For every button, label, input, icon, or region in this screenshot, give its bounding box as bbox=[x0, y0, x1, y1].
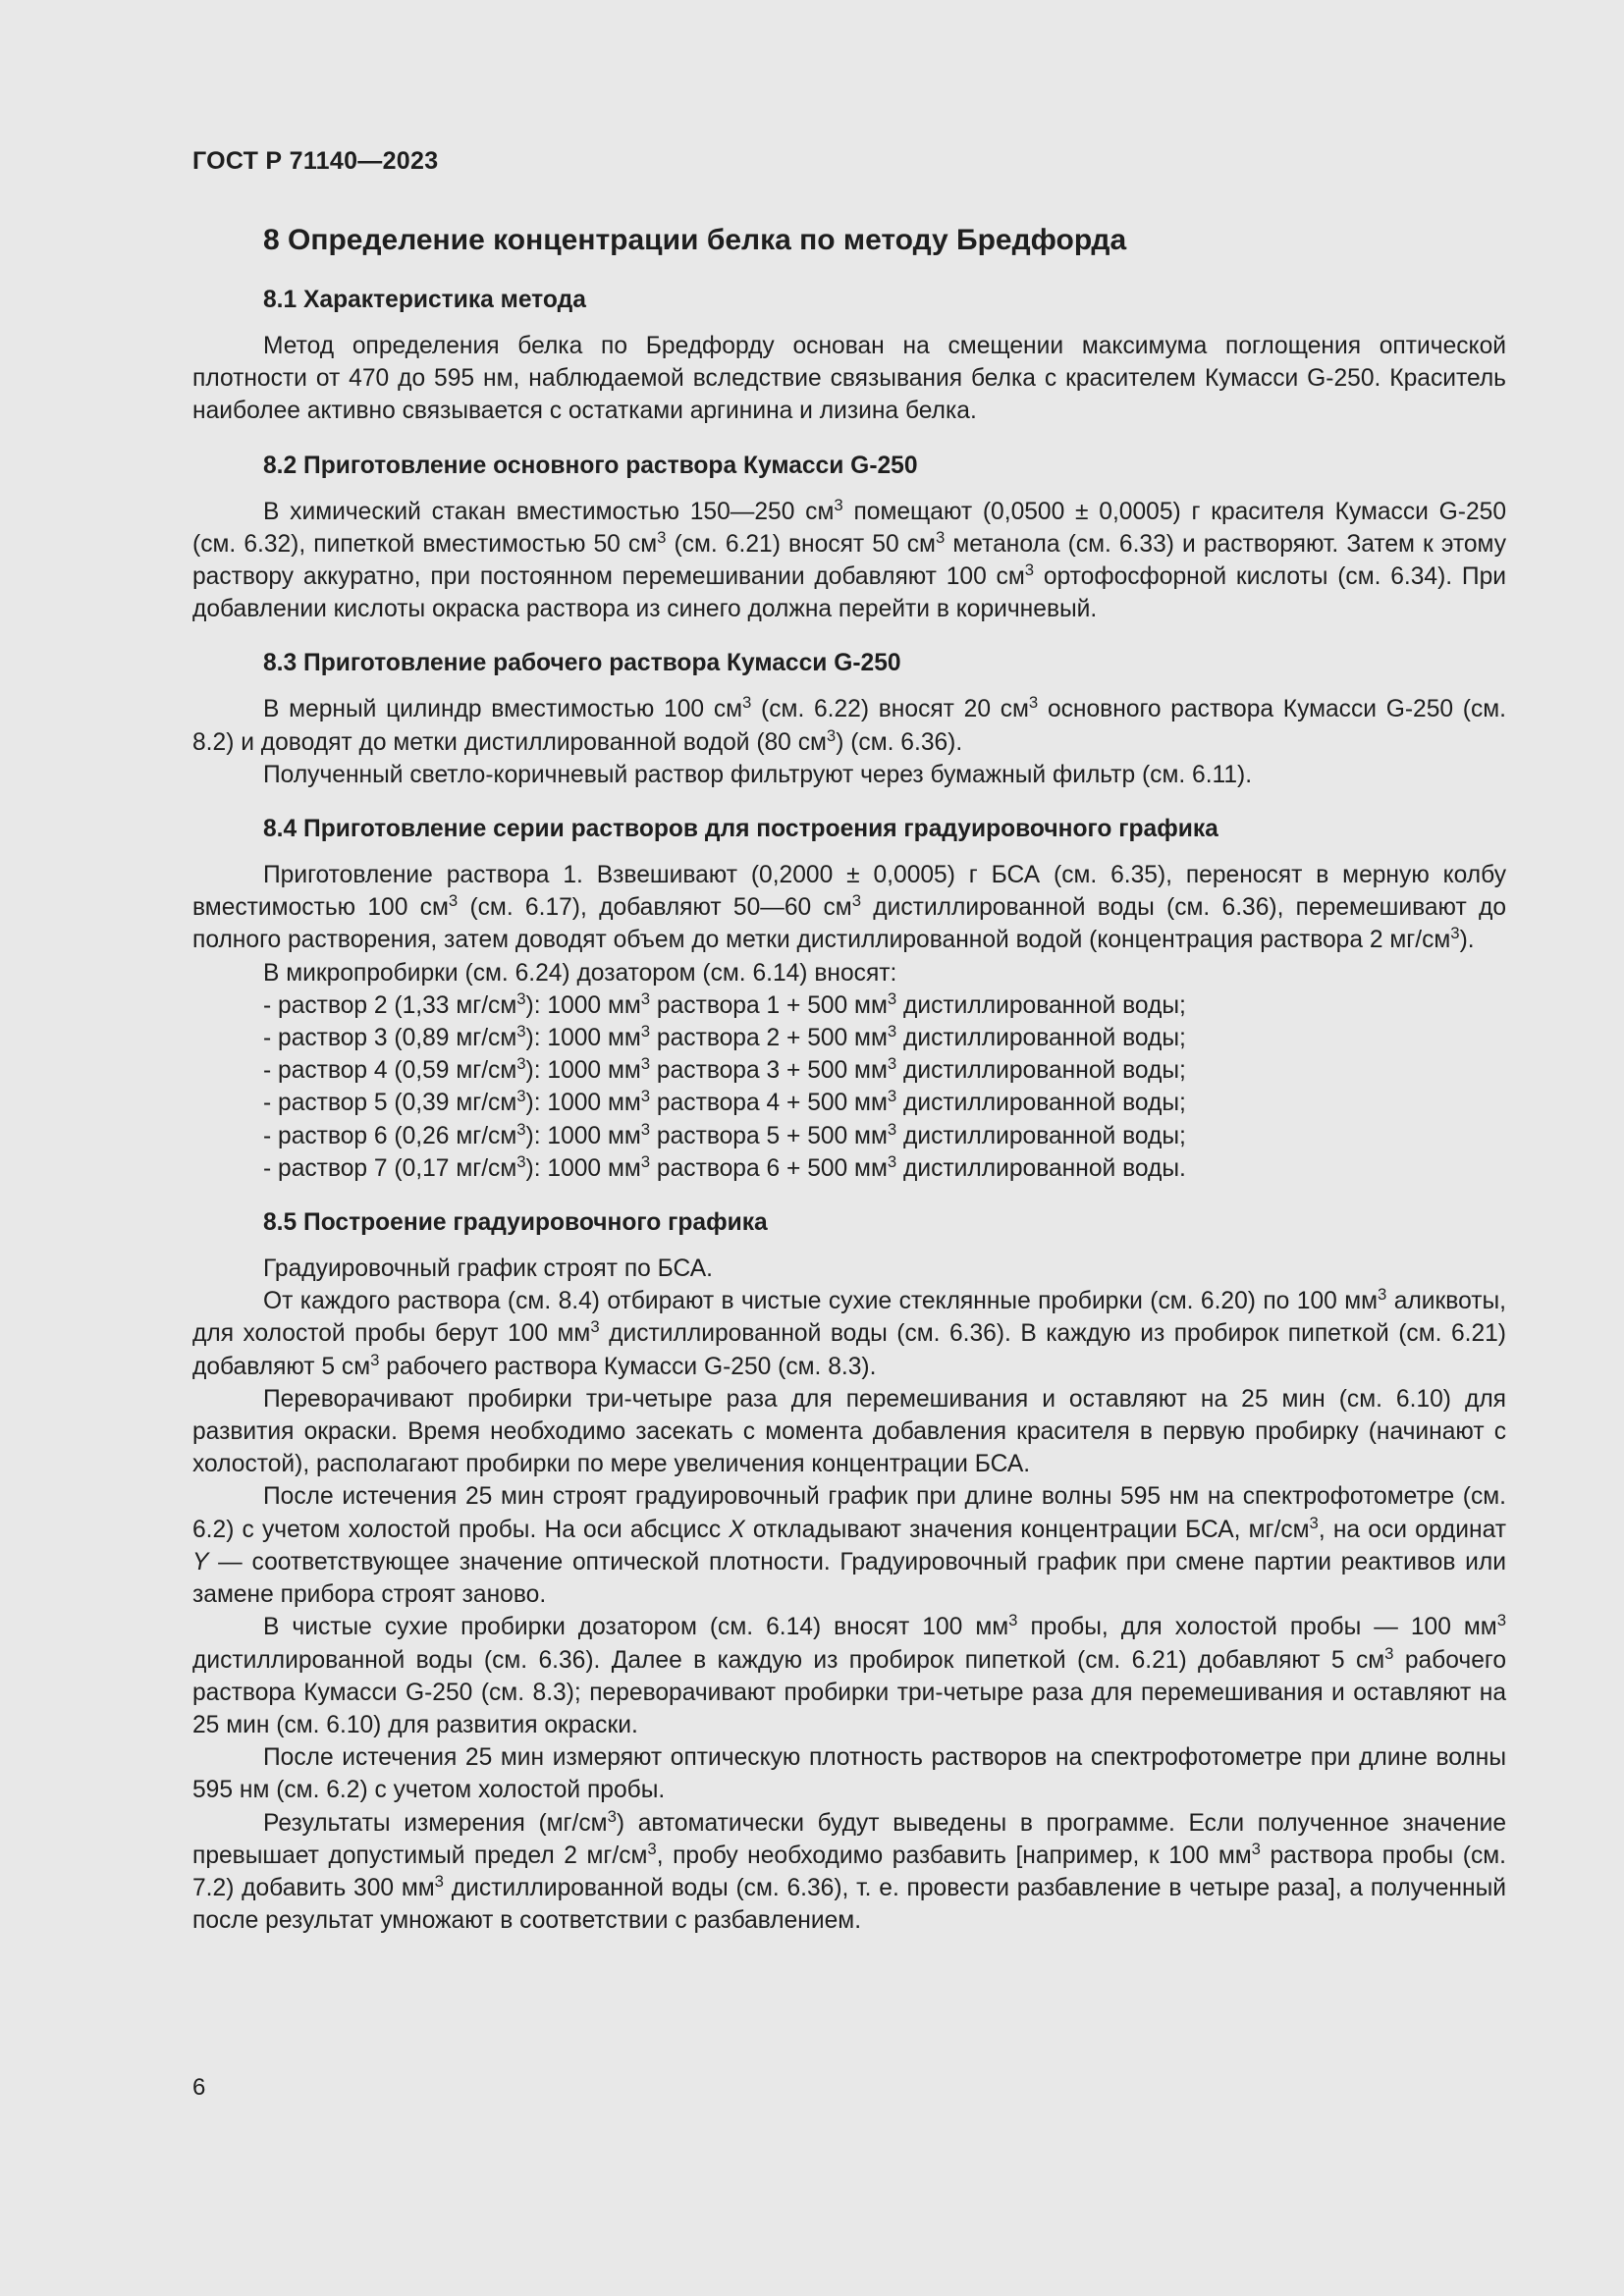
list-item: - раствор 6 (0,26 $мг/см^3$): 1000 $мм^3$ раствора 5 + 500 $мм^3$ дистиллированной воды; bbox=[263, 1119, 1186, 1149]
list-item: - раствор 3 (0,89 $мг/см^3$): 1000 $мм^3$ раствора 2 + 500 $мм^3$ дистиллированной воды; bbox=[263, 1021, 1186, 1052]
subsection-8-1-body bbox=[192, 330, 1506, 428]
section-8-title: 8 Определение концентрации белка по методу Бредфорда bbox=[263, 224, 1127, 256]
subsection-8-5-title: 8.5 Построение градуировочного графика bbox=[263, 1209, 768, 1237]
list-item: - раствор 2 (1,33 $мг/см^3$): 1000 $мм^3$ раствора 1 + 500 $мм^3$ дистиллированной воды; bbox=[263, 988, 1186, 1019]
subsection-8-2-title: 8.2 Приготовление основного раствора Кумасси G-250 bbox=[263, 452, 918, 479]
paragraph: В микропробирки (см. 6.24) дозатором (см. 6.14) вносят: bbox=[263, 959, 897, 987]
subsection-8-3-body bbox=[192, 693, 1506, 791]
paragraph: Полученный светло-коричневый раствор фильтруют через бумажный фильтр (см. 6.11). bbox=[263, 761, 1253, 788]
paragraph: Приготовление раствора 1. Взвешивают (0,2000 ± 0,0005) г БСА (см. 6.35), переносят в мерную колбу вместимостью 100 $см^3$ (см. 6.17), добавляют 50—60 $см^3$ дистиллированной воды (см. 6.36), перемешивают до полного растворения, затем доводят объем до метки дистиллированной водой (концентрация раствора 2 $мг/см^3$). bbox=[192, 862, 1507, 954]
paragraph: Результаты измерения $(мг/см^3)$ автоматически будут выведены в программе. Если полученное значение превышает допустимый предел 2 $мг/см^3$, пробу необходимо разбавить [например, к 100 $мм^3$ раствора пробы (см. 7.2) добавить 300 $мм^3$ дистиллированной воды (см. 6.36), т. е. провести разбавление в четыре раза], а полученный после результат умножают в соответствии с разбавлением. bbox=[192, 1806, 1506, 1935]
list-item: - раствор 7 (0,17 $мг/см^3$): 1000 $мм^3$ раствора 6 + 500 $мм^3$ дистиллированной воды. bbox=[263, 1151, 1186, 1182]
paragraph: После истечения 25 мин строят градуировочный график при длине волны 595 нм на спектрофотометре (см. 6.2) с учетом холостой пробы. На оси абсцисс X откладывают значения концентрации БСА, $мг/см^3$, на оси ординат Y — соответствующее значение оптической плотности. Градуировочный график при смене партии реактивов или замене прибора строят заново. bbox=[192, 1483, 1507, 1609]
paragraph: От каждого раствора (см. 8.4) отбирают в чистые сухие стеклянные пробирки (см. 6.20) по 100 $мм^3$ аликвоты, для холостой пробы берут 100 $мм^3$ дистиллированной воды (см. 6.36). В каждую из пробирок пипеткой (см. 6.21) добавляют 5 $см^3$ рабочего раствора Кумасси G-250 (см. 8.3). bbox=[192, 1285, 1507, 1380]
paragraph: Метод определения белка по Бредфорду основан на смещении максимума поглощения оптической плотности от 470 до 595 нм, наблюдаемой вследствие связывания белка с красителем Кумасси G-250. Краситель наиболее активно связывается с остатками аргинина и лизина белка. bbox=[192, 333, 1506, 425]
subsection-8-1-title: 8.1 Характеристика метода bbox=[263, 287, 586, 313]
subsection-8-4-body bbox=[192, 859, 1506, 1185]
list-item: - раствор 4 (0,59 $мг/см^3$): 1000 $мм^3$ раствора 3 + 500 $мм^3$ дистиллированной воды; bbox=[263, 1054, 1186, 1085]
page-content bbox=[192, 221, 1506, 1937]
subsection-8-5-body bbox=[192, 1253, 1506, 1937]
subsection-8-4-title: 8.4 Приготовление серии растворов для построения градуировочного графика bbox=[263, 816, 1218, 843]
paragraph: В мерный цилиндр вместимостью 100 $см^3$ (см. 6.22) вносят 20 $см^3$ основного раствора Кумасси G-250 (см. 8.2) и доводят до метки дистиллированной водой (80 $см^3$) (см. 6.36). bbox=[192, 693, 1507, 756]
subsection-8-2-body bbox=[192, 496, 1506, 626]
solution-list bbox=[192, 989, 1506, 1185]
paragraph: Переворачивают пробирки три-четыре раза для перемешивания и оставляют на 25 мин (см. 6.10) для развития окраски. Время необходимо засекать с момента добавления красителя в первую пробирку (начинают с холостой), располагают пробирки по мере увеличения концентрации БСА. bbox=[192, 1385, 1506, 1478]
list-item: - раствор 5 (0,39 $мг/см^3$): 1000 $мм^3$ раствора 4 + 500 $мм^3$ дистиллированной воды; bbox=[263, 1087, 1186, 1117]
subsection-8-3-title: 8.3 Приготовление рабочего раствора Кумасси G-250 bbox=[263, 650, 901, 677]
paragraph: После истечения 25 мин измеряют оптическую плотность растворов на спектрофотометре при длине волны 595 нм (см. 6.2) с учетом холостой пробы. bbox=[192, 1744, 1506, 1804]
document-code-header: ГОСТ Р 71140—2023 bbox=[192, 147, 439, 175]
page-number: 6 bbox=[192, 2074, 206, 2101]
paragraph: Градуировочный график строят по БСА. bbox=[263, 1255, 713, 1283]
paragraph: В чистые сухие пробирки дозатором (см. 6.14) вносят 100 $мм^3$ пробы, для холостой пробы — 100 $мм^3$ дистиллированной воды (см. 6.36). Далее в каждую из пробирок пипеткой (см. 6.21) добавляют 5 $см^3$ рабочего раствора Кумасси G-250 (см. 8.3); переворачивают пробирки три-четыре раза для перемешивания и оставляют на 25 мин (см. 6.10) для развития окраски. bbox=[192, 1611, 1507, 1738]
paragraph: В химический стакан вместимостью 150—250 $см^3$ помещают (0,0500 ± 0,0005) г красителя Кумасси G-250 (см. 6.32), пипеткой вместимостью 50 $см^3$ (см. 6.21) вносят 50 $см^3$ метанола (см. 6.33) и растворяют. Затем к этому раствору аккуратно, при постоянном перемешивании добавляют 100 $см^3$ ортофосфорной кислоты (см. 6.34). При добавлении кислоты окраска раствора из синего должна перейти в коричневый. bbox=[192, 495, 1507, 623]
